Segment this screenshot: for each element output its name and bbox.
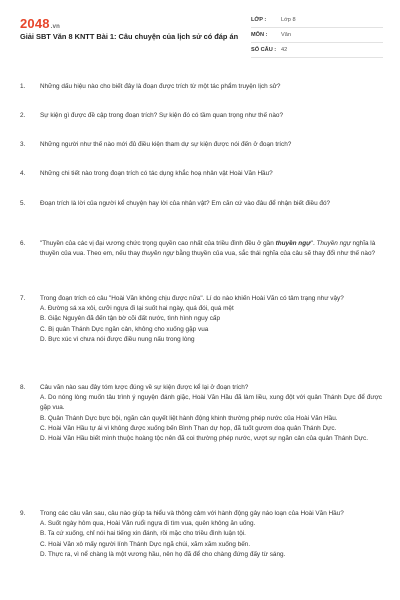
logo-main: 2048 [20, 16, 50, 31]
answer-option-c: C. Bị quân Thánh Dực ngăn cản, không cho xuống gặp vua [40, 325, 209, 333]
question-body [40, 509, 382, 560]
emphasis-term: thuyền ngự [141, 250, 174, 258]
meta-row-grade [251, 13, 383, 28]
question-text [40, 239, 382, 259]
question-text: Câu văn nào sau đây tóm lược đúng về sự kiện được kể lại ở đoạn trích? [40, 384, 249, 391]
question-number: 4. [20, 170, 26, 177]
question-4 [20, 169, 382, 179]
question-3 [20, 140, 382, 150]
emphasis-term: thuyền ngự [275, 240, 311, 247]
question-6 [20, 239, 382, 259]
meta-label: LỚP : [251, 17, 267, 23]
answer-option-d: D. Hoài Văn Hầu biết mình thuộc hoàng tộc nên đã coi thường phép nước, vượt sự ngăn cản của quân Thánh Dực. [40, 435, 369, 443]
question-text: Sự kiện gì được đề cập trong đoạn trích? Sự kiện đó có tầm quan trọng như thế nào? [40, 112, 283, 119]
site-logo[interactable] [20, 16, 60, 31]
text-segment: bằng thuyền của vua, sắc thái nghĩa của câu sẽ thay đổi như thế nào? [173, 250, 376, 258]
question-body [40, 294, 382, 345]
text-segment: "Thuyền của các vị đại vương chức trọng quyền cao nhất của triều đình đều ở gần [40, 240, 276, 247]
meta-row-subject [251, 28, 383, 43]
emphasis-term: Thuyền ngự [316, 240, 351, 247]
question-number: 2. [20, 112, 26, 119]
document-title: Giải SBT Văn 8 KNTT Bài 1: Câu chuyện của lịch sử có đáp án [20, 32, 239, 41]
text-segment: ". [310, 240, 317, 247]
question-text: Những người như thế nào mới đủ điều kiện tham dự sự kiện được nói đến ở đoạn trích? [40, 141, 292, 148]
question-9 [20, 509, 382, 560]
question-number: 9. [20, 510, 26, 517]
question-7 [20, 294, 382, 345]
meta-label: SỐ CÂU : [251, 47, 277, 53]
answer-option-a: A. Suốt ngày hôm qua, Hoài Văn ruổi ngựa đi tìm vua, quên không ăn uống. [40, 520, 256, 528]
question-number: 6. [20, 240, 26, 247]
question-text: Những dấu hiệu nào cho biết đây là đoạn được trích từ một tác phẩm truyện lịch sử? [40, 83, 281, 90]
answer-option-a: A. Đường sá xa xôi, cưỡi ngựa đi lại suốt hai ngày, quá đói, quá mệt [40, 305, 234, 313]
question-1 [20, 82, 382, 92]
question-number: 5. [20, 200, 26, 207]
question-number: 7. [20, 295, 26, 302]
question-number: 3. [20, 141, 26, 148]
answer-option-b: B. Giặc Nguyên đã đến tận bờ cõi đất nước, tình hình nguy cấp [40, 315, 220, 323]
answer-option-c: C. Hoài Văn xô mấy người lính Thánh Dực ngã chúi, xăm xăm xuống bến. [40, 540, 251, 548]
meta-value: Văn [281, 32, 291, 38]
answer-option-b: B. Ta cứ xuống, chỉ nói hai tiếng xin đánh, rồi mặc cho triều đình luận tội. [40, 530, 246, 538]
question-text: Trong các câu văn sau, câu nào giúp ta hiểu và thông cảm với hành động gây náo loạn của Hoài Văn Hầu? [40, 510, 344, 517]
question-5 [20, 199, 382, 209]
answer-option-b: B. Quân Thánh Dực bực bội, ngăn cản quyết liệt hành động khinh thường phép nước của Hoài Văn Hầu. [40, 414, 338, 422]
answer-option-d: D. Thực ra, vì nể chàng là một vương hầu, nên họ đã để cho chàng đứng đấy từ sáng. [40, 550, 286, 558]
logo-suffix: .vn [50, 24, 61, 30]
answer-option-a: A. Do nóng lòng muốn tâu trình ý nguyện đánh giặc, Hoài Văn Hầu đã làm liều, xung đột với quân Thánh Dực để được gặp vua. [40, 394, 382, 412]
question-text: Trong đoạn trích có câu "Hoài Văn không chịu được nữa". Lí do nào khiến Hoài Văn có tâm trạng như vậy? [40, 295, 344, 302]
meta-value: Lớp 8 [281, 17, 296, 23]
question-number: 1. [20, 83, 26, 90]
meta-value: 42 [281, 47, 288, 53]
meta-row-count [251, 43, 383, 58]
meta-label: MÔN : [251, 32, 268, 38]
document-meta [251, 13, 383, 58]
question-2 [20, 111, 382, 121]
answer-option-c: C. Hoài Văn Hầu tự ái vì không được xuống bến Bình Than dự họp, đã tuốt gươm doạ quân Thánh Dực. [40, 424, 337, 432]
question-text: Những chi tiết nào trong đoạn trích có tác dụng khắc hoạ nhân vật Hoài Văn Hầu? [40, 170, 273, 177]
question-number: 8. [20, 384, 26, 391]
answer-option-d: D. Bực xúc vì chưa nói được điều nung nấu trong lòng [40, 335, 195, 343]
document-header [0, 0, 400, 62]
text-segment: nghĩa là thuyền của vua. Theo em, nếu thay [40, 240, 376, 258]
question-8 [20, 383, 382, 444]
question-body [40, 383, 382, 444]
question-text: Đoạn trích là lời của người kể chuyện hay lời của nhân vật? Em căn cứ vào đâu để nhận biết điều đó? [40, 200, 331, 207]
